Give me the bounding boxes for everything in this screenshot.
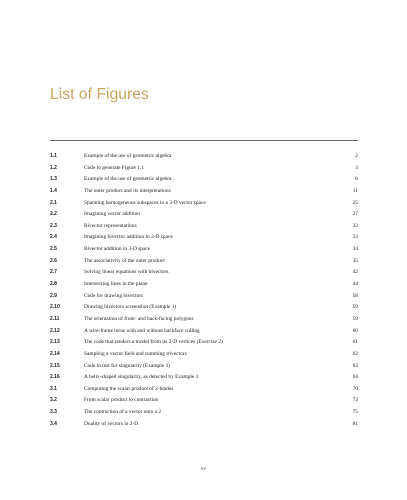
figure-page-number: 34 <box>352 246 358 253</box>
figure-entry[interactable] <box>50 326 358 338</box>
figure-entry[interactable] <box>50 291 358 303</box>
figure-entry[interactable] <box>50 337 358 349</box>
figure-page-number: 64 <box>352 374 358 381</box>
figure-title: Bivector addition in 3-D space <box>84 246 151 253</box>
figure-number: 1.2 <box>50 164 57 171</box>
figure-title: A wire-frame torus with and without backface culling <box>84 327 200 334</box>
page-number: xv <box>200 466 207 472</box>
figure-number: 3.4 <box>50 420 57 427</box>
figure-entry[interactable] <box>50 198 358 210</box>
figure-list <box>50 151 358 430</box>
figure-number: 2.12 <box>50 327 60 334</box>
figure-title: The orientation of front- and back-facing polygons <box>84 315 194 322</box>
figure-entry[interactable] <box>50 349 358 361</box>
figure-entry[interactable] <box>50 361 358 373</box>
figure-page-number: 70 <box>352 385 358 392</box>
figure-page-number: 11 <box>352 187 358 194</box>
figure-entry[interactable] <box>50 419 358 431</box>
figure-page-number: 59 <box>352 304 358 311</box>
figure-title: Solving linear equations with bivectors <box>84 269 169 276</box>
figure-entry[interactable] <box>50 372 358 384</box>
figure-page-number: 35 <box>352 257 358 264</box>
figure-page-number: 33 <box>352 234 358 241</box>
figure-entry[interactable] <box>50 267 358 279</box>
figure-title: Imagining bivector addition in 2-D space <box>84 234 173 241</box>
figure-number: 2.1 <box>50 199 57 206</box>
figure-title: Intersecting lines in the plane <box>84 281 148 288</box>
figure-number: 2.3 <box>50 222 57 229</box>
figure-number: 2.16 <box>50 374 60 381</box>
figure-entry[interactable] <box>50 244 358 256</box>
figure-page-number: 25 <box>352 199 358 206</box>
figure-entry[interactable] <box>50 151 358 163</box>
figure-number: 2.15 <box>50 362 60 369</box>
figure-title: Drawing bivectors screenshot (Example 1) <box>84 304 177 311</box>
heading-divider <box>50 140 358 141</box>
figure-number: 1.4 <box>50 187 57 194</box>
figure-number: 2.9 <box>50 292 57 299</box>
figure-number: 3.1 <box>50 385 57 392</box>
figure-page-number: 42 <box>352 269 358 276</box>
figure-page-number: 2 <box>355 153 358 159</box>
figure-number: 2.7 <box>50 269 57 276</box>
figure-number: 2.5 <box>50 246 57 253</box>
figure-page-number: 32 <box>352 222 358 229</box>
figure-entry[interactable] <box>50 395 358 407</box>
figure-title: Code to test for singularity (Example 3) <box>84 362 170 369</box>
figure-number: 3.3 <box>50 409 57 416</box>
figure-title: Example of the use of geometric algebra <box>84 153 172 159</box>
figure-title: Bivector representations <box>84 222 137 229</box>
figure-title: Duality of vectors in 2-D <box>84 420 139 427</box>
figure-number: 2.13 <box>50 339 60 346</box>
figure-page-number: 61 <box>352 339 358 346</box>
figure-page-number: 59 <box>352 315 358 322</box>
figure-page-number: 75 <box>352 409 358 416</box>
figure-page-number: 62 <box>352 350 358 357</box>
figure-title: From scalar product to contraction <box>84 397 159 404</box>
figure-entry[interactable] <box>50 256 358 268</box>
figure-title: A helix-shaped singularity, as detected by Example 3 <box>84 374 199 381</box>
figure-page-number: 6 <box>355 176 358 183</box>
figure-number: 2.11 <box>50 315 60 322</box>
figure-title: Example of the use of geometric algebra <box>84 176 172 183</box>
figure-title: Imagining vector addition <box>84 211 140 218</box>
figure-page-number: 72 <box>352 397 358 404</box>
figure-entry[interactable] <box>50 302 358 314</box>
figure-entry[interactable] <box>50 232 358 244</box>
figure-page-number: 81 <box>352 420 358 427</box>
figure-title: The outer product and its interpretations <box>84 187 171 194</box>
figure-title: Computing the scalar product of 2-blades <box>84 385 174 392</box>
figure-title: Code to generate Figure 1.1 <box>84 164 145 171</box>
figure-title: Code for drawing bivectors <box>84 292 144 299</box>
figure-entry[interactable] <box>50 221 358 233</box>
figure-entry[interactable] <box>50 407 358 419</box>
figure-number: 2.4 <box>50 234 57 241</box>
figure-page-number: 27 <box>352 211 358 218</box>
figure-number: 2.14 <box>50 350 60 357</box>
figure-number: 3.2 <box>50 397 57 404</box>
figure-title: The contraction of a vector onto a 2 <box>84 409 162 416</box>
figure-entry[interactable] <box>50 314 358 326</box>
figure-number: 2.2 <box>50 211 57 218</box>
figure-number: 2.8 <box>50 281 57 288</box>
figure-entry[interactable] <box>50 186 358 198</box>
page-title: List of Figures <box>50 86 149 103</box>
figure-number: 1.1 <box>50 153 57 159</box>
figure-page-number: 44 <box>352 281 358 288</box>
figure-page-number: 60 <box>352 327 358 334</box>
figure-page-number: 63 <box>352 362 358 369</box>
figure-number: 2.6 <box>50 257 57 264</box>
figure-entry[interactable] <box>50 384 358 396</box>
figure-entry[interactable] <box>50 174 358 186</box>
figure-entry[interactable] <box>50 279 358 291</box>
figure-title: The associativity of the outer product <box>84 257 165 264</box>
figure-title: Sampling a vector field and summing trivectors <box>84 350 187 357</box>
figure-page-number: 58 <box>352 292 358 299</box>
figure-number: 1.3 <box>50 176 57 183</box>
figure-title: Spanning homogeneous subspaces in a 3-D vector space <box>84 199 206 206</box>
figure-number: 2.10 <box>50 304 60 311</box>
figure-title: The code that renders a model from its 2-D vertices (Exercise 2) <box>84 339 223 346</box>
figure-entry[interactable] <box>50 163 358 175</box>
figure-page-number: 3 <box>355 164 358 171</box>
figure-entry[interactable] <box>50 209 358 221</box>
